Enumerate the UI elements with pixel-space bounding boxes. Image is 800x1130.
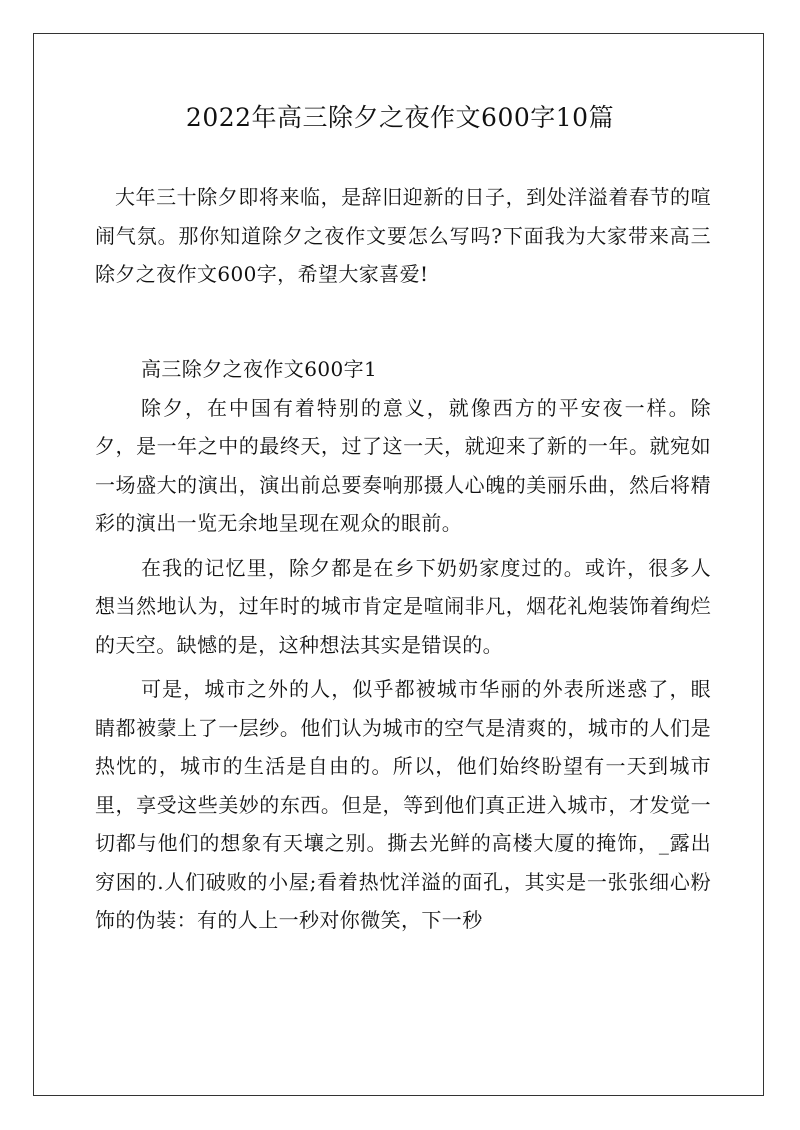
intro-paragraph: 大年三十除夕即将来临，是辞旧迎新的日子，到处洋溢着春节的喧闹气氛。那你知道除夕之夜作文要怎么写吗?下面我为大家带来高三除夕之夜作文600字，希望大家喜爱!	[95, 185, 711, 286]
document-title: 2022年高三除夕之夜作文600字10篇	[185, 103, 615, 132]
section-heading: 高三除夕之夜作文600字1	[141, 357, 378, 381]
article-body	[95, 350, 711, 946]
body-paragraph-2: 在我的记忆里，除夕都是在乡下奶奶家度过的。或许，很多人想当然地认为，过年时的城市肯定是喧闹非凡，烟花礼炮装饰着绚烂的天空。缺憾的是，这种想法其实是错误的。	[95, 555, 711, 657]
body-paragraph-3: 可是，城市之外的人，似乎都被城市华丽的外表所迷惑了，眼睛都被蒙上了一层纱。他们认为城市的空气是清爽的，城市的人们是热忱的，城市的生活是自由的。所以，他们始终盼望有一天到城市里，享受这些美妙的东西。但是，等到他们真正进入城市，才发觉一切都与他们的想象有天壤之别。撕去光鲜的高楼大厦的掩饰，_露出穷困的.人们破败的小屋;看着热忱洋溢的面孔，其实是一张张细心粉饰的伪装：有的人上一秒对你微笑，下一秒	[95, 677, 711, 932]
body-paragraph-1: 除夕，在中国有着特别的意义，就像西方的平安夜一样。除夕，是一年之中的最终天，过了这一天，就迎来了新的一年。就宛如一场盛大的演出，演出前总要奏响那摄人心魄的美丽乐曲，然后将精彩的演出一览无余地呈现在观众的眼前。	[95, 395, 711, 535]
